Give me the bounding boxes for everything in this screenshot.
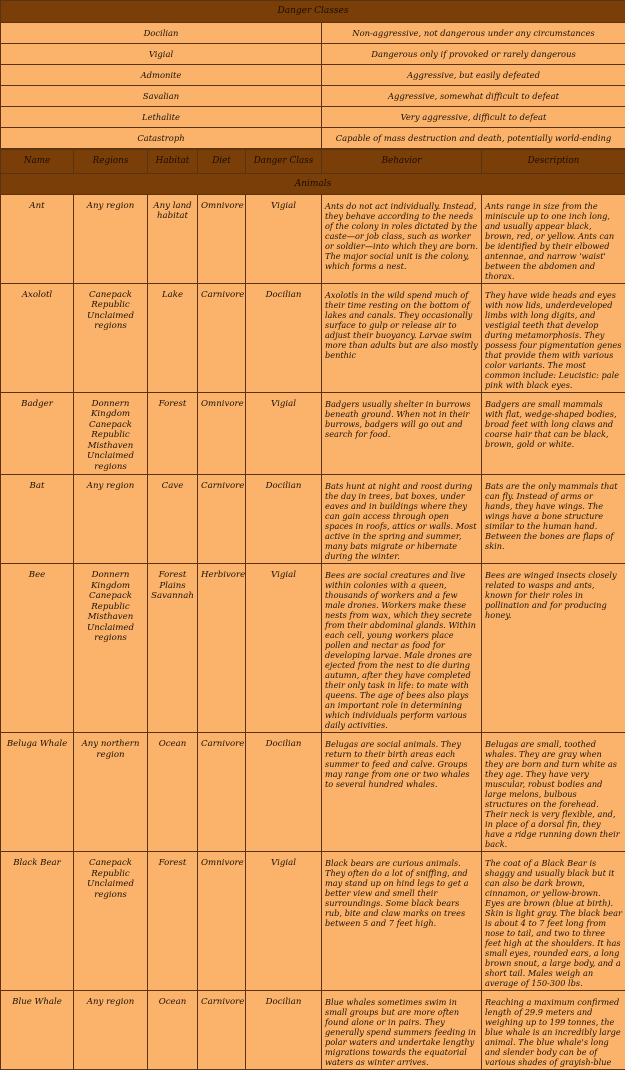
- danger-class-row: [1, 107, 625, 128]
- danger-class-name: Savalian: [1, 86, 322, 107]
- table-row: [1, 393, 625, 475]
- danger-classes-table: [0, 0, 625, 149]
- animal-danger-class: Vigial: [246, 393, 322, 475]
- animal-description: Bats are the only mammals that can fly. Instead of arms or hands, they have wings. The wings have a bone structure similar to the human hand. Between the bones are flaps of skin.: [482, 475, 625, 564]
- danger-class-row: [1, 44, 625, 65]
- animal-regions: Donnern Kingdom Canepack Republic Misthaven Unclaimed regions: [74, 564, 148, 733]
- animal-habitat: Forest Plains Savannah: [148, 564, 198, 733]
- animal-danger-class: Vigial: [246, 852, 322, 991]
- danger-class-name: Docilian: [1, 23, 322, 44]
- animal-danger-class: Docilian: [246, 991, 322, 1070]
- animal-danger-class: Docilian: [246, 475, 322, 564]
- danger-class-name: Vigial: [1, 44, 322, 65]
- animal-danger-class: Vigial: [246, 195, 322, 284]
- table-row: [1, 475, 625, 564]
- table-row: [1, 284, 625, 393]
- animal-regions: Any region: [74, 991, 148, 1070]
- animal-name: Black Bear: [1, 852, 74, 991]
- danger-class-name: Lethalite: [1, 107, 322, 128]
- animal-diet: Carnivore: [198, 733, 246, 852]
- animal-diet: Omnivore: [198, 393, 246, 475]
- animal-description: They have wide heads and eyes with now lids, underdeveloped limbs with long digits, and vestigial teeth that develop during metamorphosis. They possess four pigmentation genes that provide them with various color variants. The most common include: Leucistic: pale pink with black eyes.: [482, 284, 625, 393]
- animal-behavior: Axolotls in the wild spend much of their time resting on the bottom of lakes and canals. They occasionally surface to gulp or release air to adjust their buoyancy. Larvae swim more than adults but are also mostly benthic: [322, 284, 482, 393]
- animal-name: Badger: [1, 393, 74, 475]
- animal-habitat: Ocean: [148, 733, 198, 852]
- animal-name: Blue Whale: [1, 991, 74, 1070]
- animal-regions: Any northern region: [74, 733, 148, 852]
- danger-class-description: Dangerous only if provoked or rarely dangerous: [322, 44, 625, 65]
- animal-name: Ant: [1, 195, 74, 284]
- animal-behavior: Ants do not act individually. Instead, they behave according to the needs of the colony in roles dictated by the caste—or job class, such as worker or soldier—into which they are born. The major social unit is the colony, which forms a nest.: [322, 195, 482, 284]
- column-header: Habitat: [148, 150, 198, 174]
- animal-regions: Any region: [74, 195, 148, 284]
- table-row: [1, 852, 625, 991]
- column-header: Danger Class: [246, 150, 322, 174]
- animal-habitat: Forest: [148, 393, 198, 475]
- danger-class-row: [1, 128, 625, 149]
- danger-class-description: Aggressive, somewhat difficult to defeat: [322, 86, 625, 107]
- column-header: Regions: [74, 150, 148, 174]
- animal-habitat: Ocean: [148, 991, 198, 1070]
- danger-class-description: Non-aggressive, not dangerous under any circumstances: [322, 23, 625, 44]
- animal-danger-class: Docilian: [246, 284, 322, 393]
- animal-name: Beluga Whale: [1, 733, 74, 852]
- column-header: Description: [482, 150, 625, 174]
- animal-diet: Omnivore: [198, 195, 246, 284]
- animal-regions: Any region: [74, 475, 148, 564]
- animal-description: Badgers are small mammals with flat, wedge-shaped bodies, broad feet with long claws and coarse hair that can be black, brown, gold or white.: [482, 393, 625, 475]
- animal-description: Bees are winged insects closely related to wasps and ants, known for their roles in pollination and for producing honey.: [482, 564, 625, 733]
- danger-class-description: Aggressive, but easily defeated: [322, 65, 625, 86]
- animal-danger-class: Docilian: [246, 733, 322, 852]
- animal-name: Bee: [1, 564, 74, 733]
- danger-class-row: [1, 86, 625, 107]
- animal-regions: Donnern Kingdom Canepack Republic Misthaven Unclaimed regions: [74, 393, 148, 475]
- animal-description: Ants range in size from the miniscule up to one inch long, and usually appear black, brown, red, or yellow. Ants can be identified by their elbowed antennae, and narrow 'waist' between the abdomen and thorax.: [482, 195, 625, 284]
- animal-diet: Carnivore: [198, 991, 246, 1070]
- table-row: [1, 991, 625, 1070]
- animal-description: The coat of a Black Bear is shaggy and usually black but it can also be dark brown, cinnamon, or yellow-brown. Eyes are brown (blue at birth). Skin is light gray. The black bear is about 4 to 7 feet long from nose to tail, and two to three feet high at the shoulders. It has small eyes, rounded ears, a long brown snout, a large body, and a short tail. Males weigh an average of 150-300 lbs.: [482, 852, 625, 991]
- animal-diet: Carnivore: [198, 284, 246, 393]
- animal-behavior: Bats hunt at night and roost during the day in trees, bat boxes, under eaves and in buildings where they can gain access through open spaces in roofs, attics or walls. Most active in the spring and summer, many bats migrate or hibernate during the winter.: [322, 475, 482, 564]
- animal-behavior: Bees are social creatures and live within colonies with a queen, thousands of workers and a few male drones. Workers make these nests from wax, which they secrete from their abdominal glands. Within each cell, young workers place pollen and nectar as food for developing larvae. Male drones are ejected from the nest to die during autumn, after they have completed their only task in life: to mate with queens. The age of bees also plays an important role in determining which individuals perform various daily activities.: [322, 564, 482, 733]
- animal-habitat: Forest: [148, 852, 198, 991]
- animal-description: Reaching a maximum confirmed length of 29.9 meters and weighing up to 199 tonnes, the blue whale is an incredibly large animal. The blue whale's long and slender body can be of various shades of grayish-blue: [482, 991, 625, 1070]
- animal-danger-class: Vigial: [246, 564, 322, 733]
- animal-behavior: Blue whales sometimes swim in small groups but are more often found alone or in pairs. They generally spend summers feeding in polar waters and undertake lengthy migrations towards the equatorial waters as winter arrives.: [322, 991, 482, 1070]
- animal-diet: Herbivore: [198, 564, 246, 733]
- danger-class-description: Very aggressive, difficult to defeat: [322, 107, 625, 128]
- danger-classes-title: Danger Classes: [1, 1, 625, 23]
- animal-habitat: Any land habitat: [148, 195, 198, 284]
- danger-class-name: Admonite: [1, 65, 322, 86]
- column-header: Diet: [198, 150, 246, 174]
- danger-class-row: [1, 65, 625, 86]
- animal-behavior: Belugas are social animals. They return to their birth areas each summer to feed and calve. Groups may range from one or two whales to several hundred whales.: [322, 733, 482, 852]
- animal-diet: Omnivore: [198, 852, 246, 991]
- table-row: [1, 564, 625, 733]
- column-header: Behavior: [322, 150, 482, 174]
- danger-class-row: [1, 23, 625, 44]
- animal-name: Bat: [1, 475, 74, 564]
- table-row: [1, 195, 625, 284]
- table-row: [1, 733, 625, 852]
- animal-habitat: Lake: [148, 284, 198, 393]
- danger-class-description: Capable of mass destruction and death, potentially world-ending: [322, 128, 625, 149]
- danger-class-name: Catastroph: [1, 128, 322, 149]
- animal-behavior: Black bears are curious animals. They often do a lot of sniffing, and may stand up on hind legs to get a better view and smell their surroundings. Some black bears rub, bite and claw marks on trees between 5 and 7 feet high.: [322, 852, 482, 991]
- animal-regions: Canepack Republic Unclaimed regions: [74, 284, 148, 393]
- animal-habitat: Cave: [148, 475, 198, 564]
- column-header: Name: [1, 150, 74, 174]
- section-title-animals: Animals: [1, 174, 625, 195]
- bestiary-table: [0, 149, 625, 1070]
- animal-regions: Canepack Republic Unclaimed regions: [74, 852, 148, 991]
- animal-name: Axolotl: [1, 284, 74, 393]
- column-header-row: [1, 150, 625, 174]
- animal-diet: Carnivore: [198, 475, 246, 564]
- animal-behavior: Badgers usually shelter in burrows beneath ground. When not in their burrows, badgers will go out and search for food.: [322, 393, 482, 475]
- animal-description: Belugas are small, toothed whales. They are gray when they are born and turn white as they age. They have very muscular, robust bodies and large melons, bulbous structures on the forehead. Their neck is very flexible, and, in place of a dorsal fin, they have a ridge running down their back.: [482, 733, 625, 852]
